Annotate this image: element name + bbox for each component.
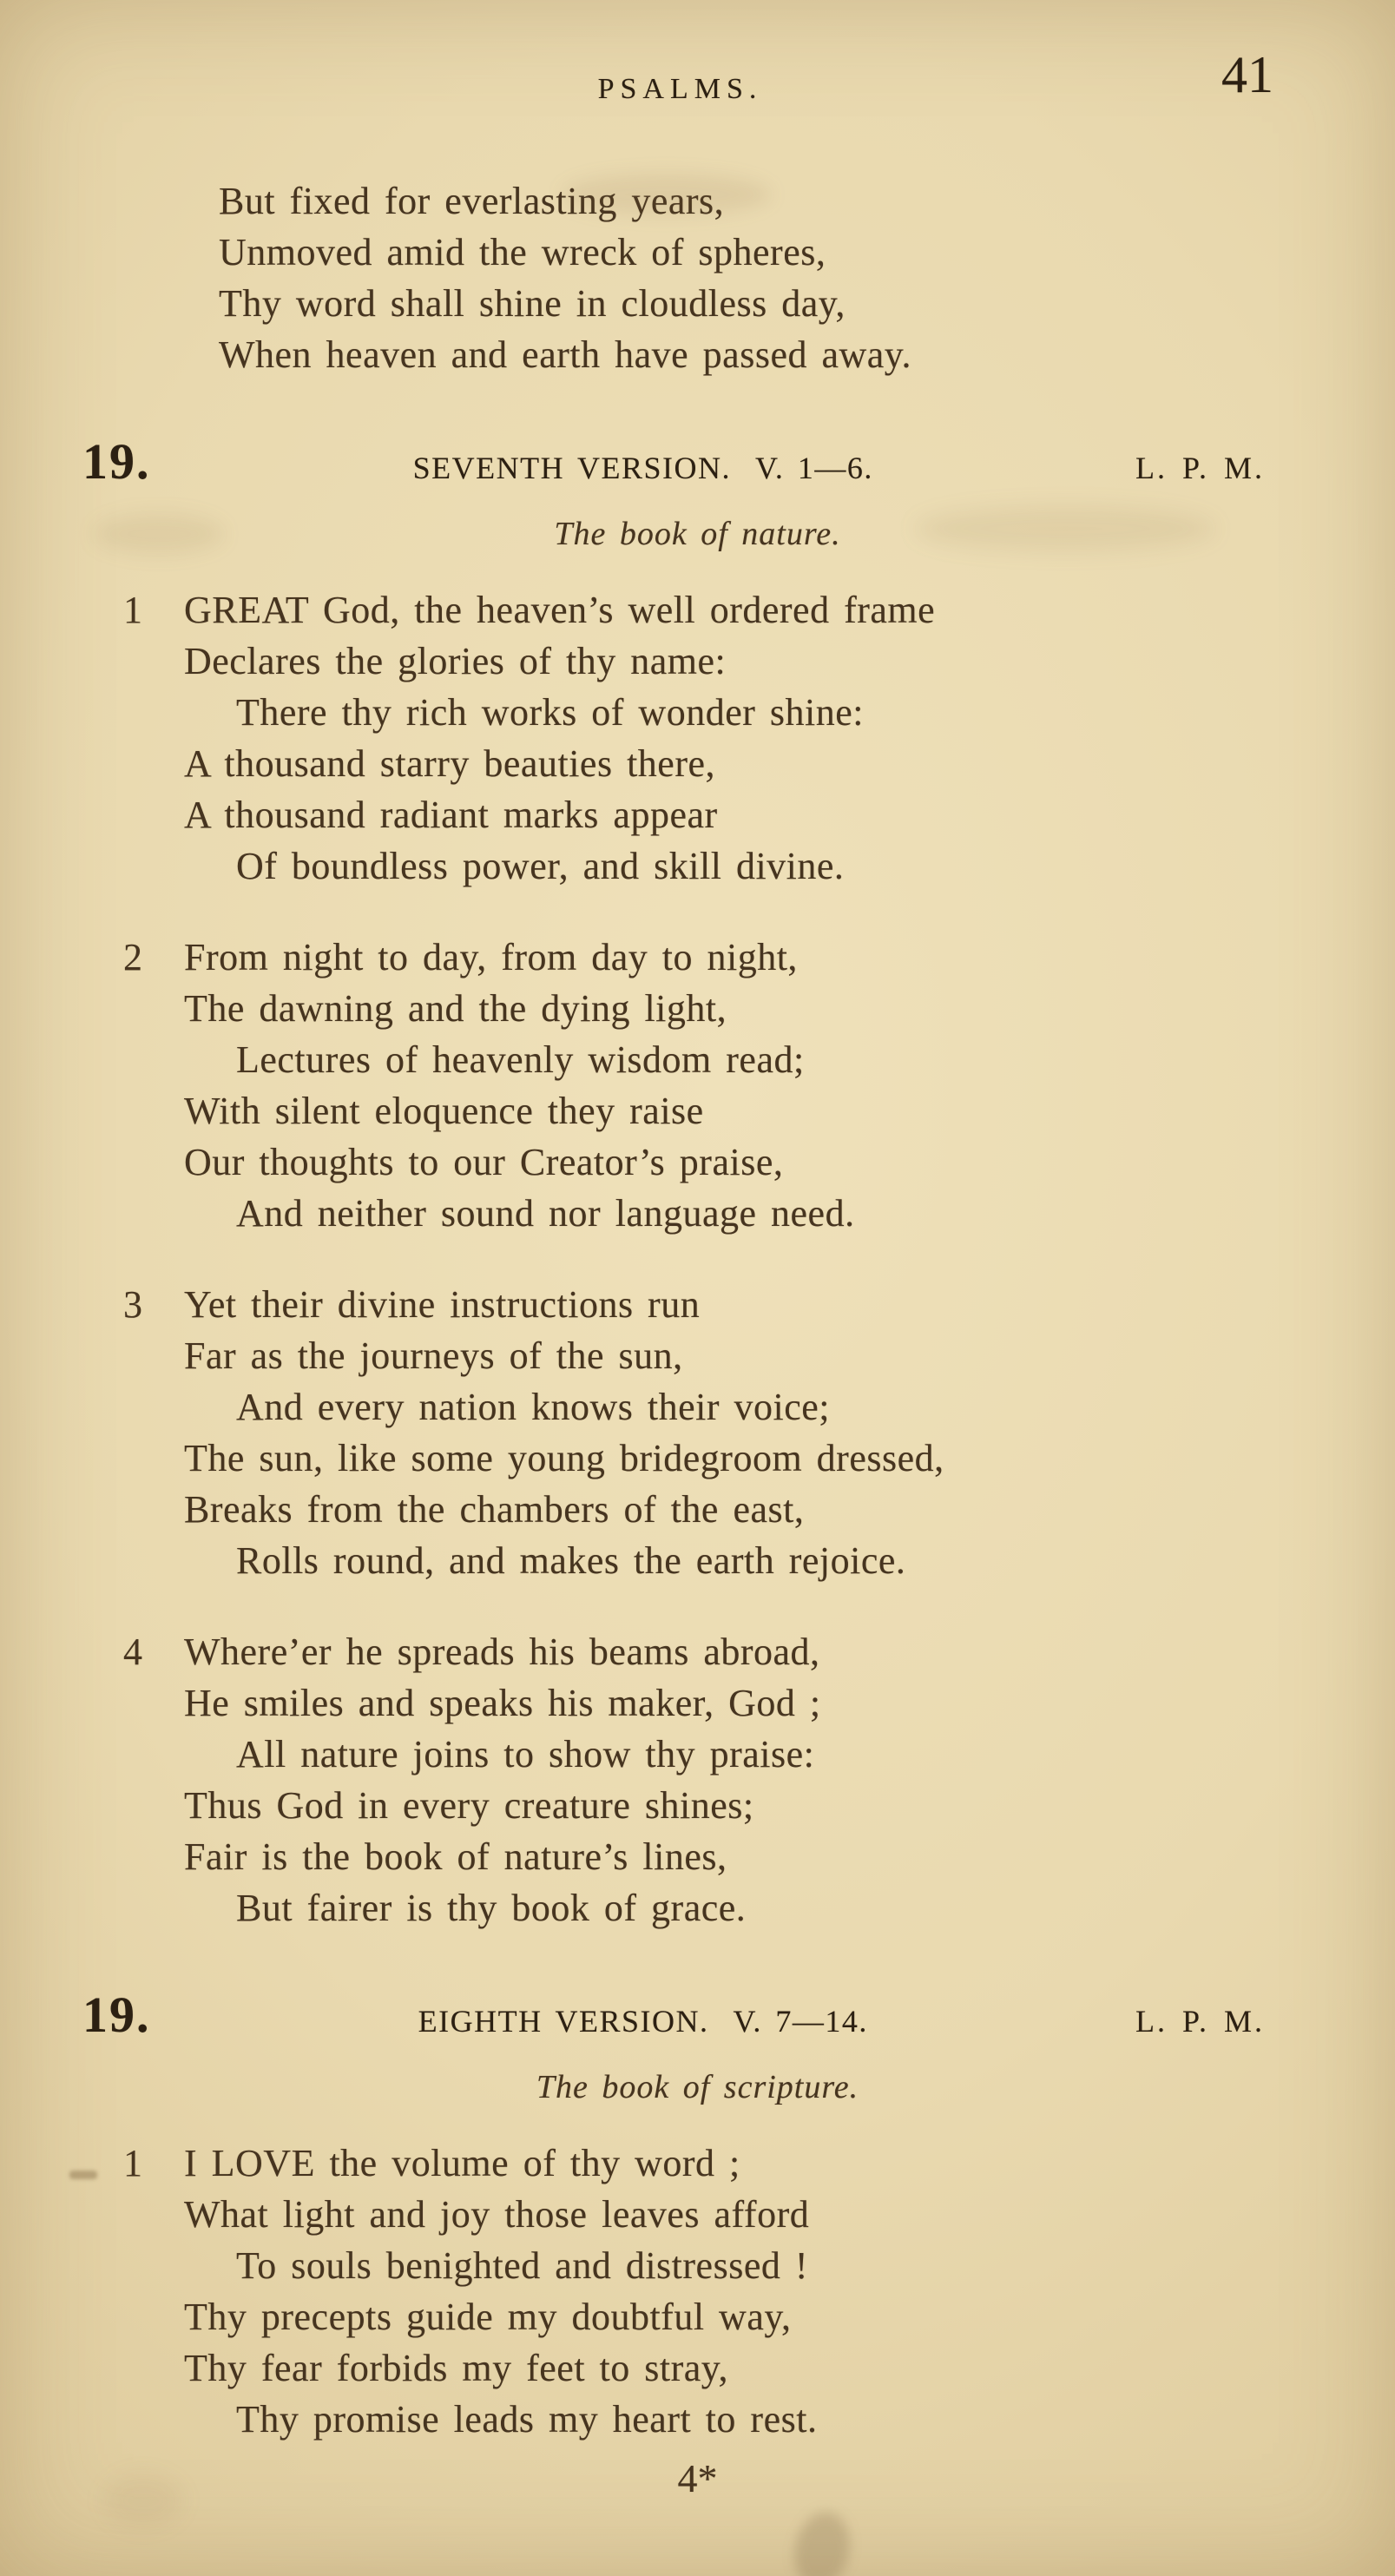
verse-lines xyxy=(184,932,1395,1239)
verse-number: 1 xyxy=(123,589,143,631)
verse-line: And every nation knows their voice; xyxy=(236,1386,831,1428)
stanza-line: Thy word shall shine in cloudless day, xyxy=(219,282,846,325)
verse-number: 3 xyxy=(123,1283,143,1326)
hymn-subtitle: The book of nature. xyxy=(554,516,841,552)
verse-line: Thy precepts guide my doubtful way, xyxy=(184,2296,792,2338)
hymn-version-heading xyxy=(151,2003,1135,2039)
verse-line: The dawning and the dying light, xyxy=(184,987,727,1030)
verse-line: He smiles and speaks his maker, God ; xyxy=(184,1682,821,1724)
verse-line: GREAT God, the heaven’s well ordered frame xyxy=(184,589,936,631)
verse-line: The sun, like some young bridegroom dressed, xyxy=(184,1437,944,1479)
verse-line: Thy fear forbids my feet to stray, xyxy=(184,2347,728,2389)
verse xyxy=(0,1626,1395,1934)
page-title: PSALMS. xyxy=(597,73,763,105)
verse-line: But fairer is thy book of grace. xyxy=(236,1887,747,1929)
verse-line: Yet their divine instructions run xyxy=(184,1283,701,1326)
verse-line: To souls benighted and distressed ! xyxy=(236,2244,808,2287)
verses xyxy=(0,2138,1395,2445)
verse-line: A thousand starry beauties there, xyxy=(184,742,716,785)
hymn-meter: L. P. M. xyxy=(1135,2004,1265,2039)
verse xyxy=(0,932,1395,1239)
hymn-heading-row xyxy=(0,1986,1395,2044)
verse-line: Of boundless power, and skill divine. xyxy=(236,845,845,887)
verse-line: All nature joins to show thy praise: xyxy=(236,1733,815,1776)
continuation-stanza xyxy=(0,175,1395,380)
verse-line: Our thoughts to our Creator’s praise, xyxy=(184,1141,784,1183)
verse-line: Thus God in every creature shines; xyxy=(184,1784,754,1827)
verse-lines xyxy=(184,584,1395,892)
page-header xyxy=(0,0,1395,130)
verse-line: Thy promise leads my heart to rest. xyxy=(236,2398,818,2441)
paper-stain xyxy=(788,2507,857,2576)
verse-line: There thy rich works of wonder shine: xyxy=(236,691,864,734)
verse-line: I LOVE the volume of thy word ; xyxy=(184,2142,740,2184)
verse-line: From night to day, from day to night, xyxy=(184,936,798,978)
hymn-version-label: EIGHTH VERSION. xyxy=(418,2004,709,2039)
verse xyxy=(0,584,1395,892)
verse-line: Breaks from the chambers of the east, xyxy=(184,1488,805,1531)
verse-line: Where’er he spreads his beams abroad, xyxy=(184,1631,820,1673)
verse-line: Fair is the book of nature’s lines, xyxy=(184,1835,727,1878)
hymn-meter: L. P. M. xyxy=(1135,451,1265,485)
hymn-version-heading xyxy=(151,450,1135,486)
stanza-line: When heaven and earth have passed away. xyxy=(219,333,911,376)
signature-mark: 4* xyxy=(677,2456,718,2500)
hymn-section xyxy=(0,432,1395,1934)
verse-lines xyxy=(184,1626,1395,1934)
verse-line: Far as the journeys of the sun, xyxy=(184,1334,683,1377)
verse-line: Lectures of heavenly wisdom read; xyxy=(236,1038,805,1081)
hymn-version-label: SEVENTH VERSION. xyxy=(412,451,731,485)
verse-number: 2 xyxy=(123,936,143,978)
verse-line: What light and joy those leaves afford xyxy=(184,2193,810,2236)
hymns xyxy=(0,432,1395,2445)
verses xyxy=(0,584,1395,1934)
verse xyxy=(0,1279,1395,1586)
hymn-heading-row xyxy=(0,432,1395,491)
page-number: 41 xyxy=(1221,46,1273,103)
verse xyxy=(0,2138,1395,2445)
verse-line: Rolls round, and makes the earth rejoice. xyxy=(236,1539,906,1582)
hymn-verse-range: V. 7—14. xyxy=(733,2004,868,2039)
hymn-subtitle: The book of scripture. xyxy=(536,2069,859,2105)
verse-line: A thousand radiant marks appear xyxy=(184,794,718,836)
verse-line: With silent eloquence they raise xyxy=(184,1090,704,1132)
verse-line: Declares the glories of thy name: xyxy=(184,640,727,682)
verse-lines xyxy=(184,1279,1395,1586)
verse-line: And neither sound nor language need. xyxy=(236,1192,855,1235)
stanza-line: Unmoved amid the wreck of spheres, xyxy=(219,231,826,273)
hymn-number: 19. xyxy=(82,1986,151,2043)
hymn-section xyxy=(0,1986,1395,2445)
stanza-line: But fixed for everlasting years, xyxy=(219,180,725,222)
verse-lines xyxy=(184,2138,1395,2445)
verse-number: 4 xyxy=(123,1631,143,1673)
verse-number: 1 xyxy=(123,2142,143,2184)
hymn-number: 19. xyxy=(82,433,151,490)
hymn-verse-range: V. 1—6. xyxy=(754,451,873,485)
